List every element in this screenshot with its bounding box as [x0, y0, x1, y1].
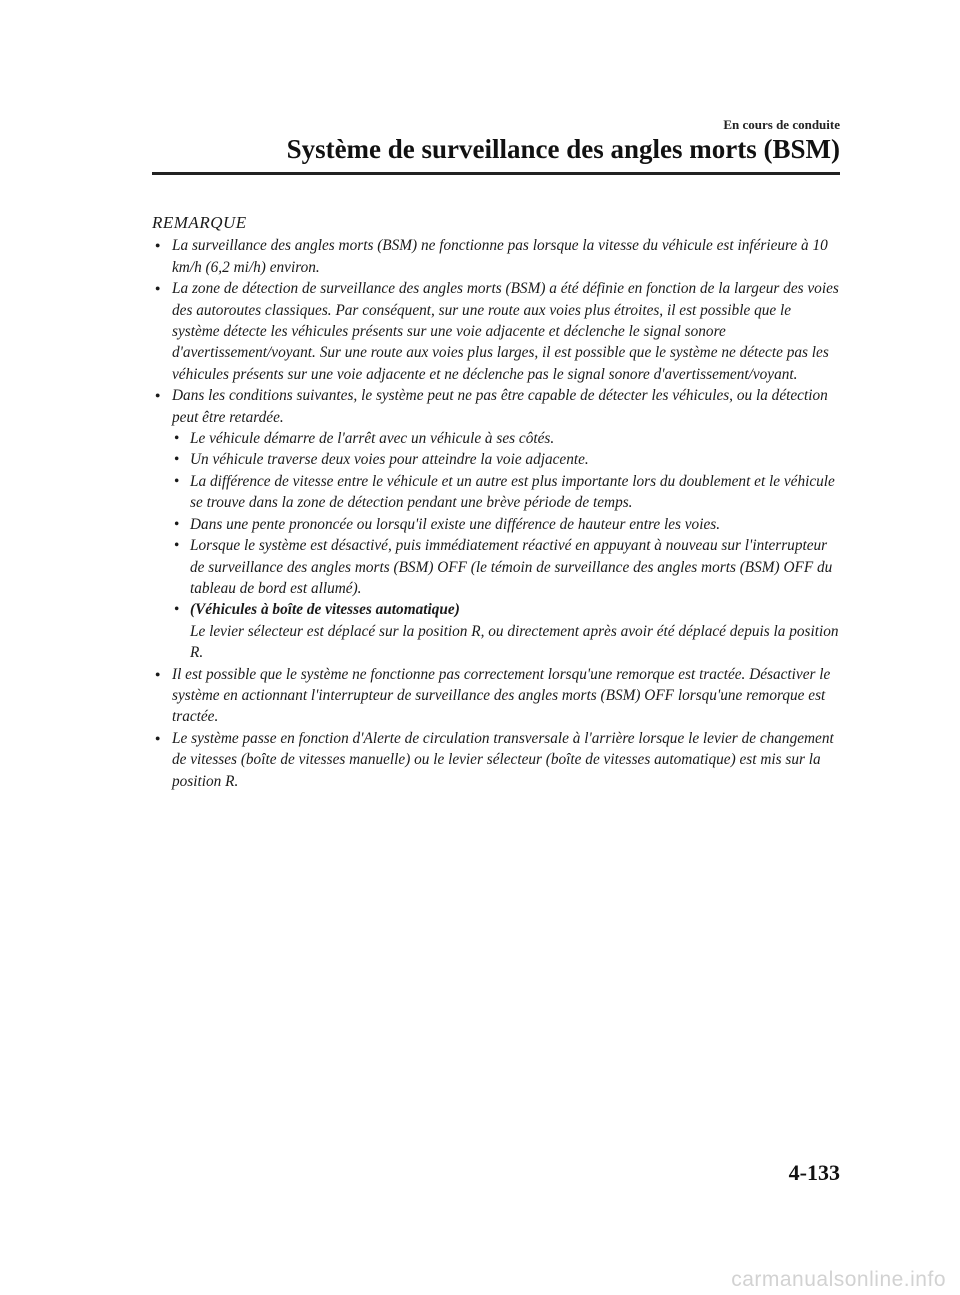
page-title: Système de surveillance des angles morts (BSM): [286, 134, 840, 164]
condition-item: • Le véhicule démarre de l'arrêt avec un véhicule à ses côtés.: [172, 428, 842, 449]
note-heading: REMARQUE: [152, 213, 247, 232]
condition-item: • Lorsque le système est désactivé, puis immédiatement réactivé en appuyant à nouveau sur l'interrupteur de surveillance des angles morts (BSM) OFF (le témoin de surveillance des angles morts (BSM) OFF du tableau de bord est allumé).: [172, 535, 842, 599]
condition-item: • Dans une pente prononcée ou lorsqu'il existe une différence de hauteur entre les voies.: [172, 514, 842, 535]
condition-item: • Un véhicule traverse deux voies pour atteindre la voie adjacente.: [172, 449, 842, 470]
note-item-conditions: [152, 385, 842, 663]
condition-item-automatic: [172, 599, 842, 663]
note-list: [152, 235, 842, 792]
conditions-intro: Dans les conditions suivantes, le système peut ne pas être capable de détecter les véhicules, ou la détection peut être retardée.: [172, 387, 828, 426]
automatic-label: • (Véhicules à boîte de vitesses automatique): [190, 601, 460, 619]
note-item: ● La zone de détection de surveillance des angles morts (BSM) a été définie en fonction de la largeur des voies des autoroutes classiques. Par conséquent, sur une route aux voies plus étroites, il est possible que le système détecte les véhicules présents sur une voie adjacente et déclenche le signal sonore d'avertissement/voyant. Sur une route aux voies plus larges, il est possible que le système ne détecte pas les véhicules présents sur une voie adjacente et ne déclenche pas le signal sonore d'avertissement/voyant.: [152, 278, 842, 385]
note-item: ● Le système passe en fonction d'Alerte de circulation transversale à l'arrière lorsque le levier de changement de vitesses (boîte de vitesses manuelle) ou le levier sélecteur (boîte de vitesses automatique) est mis sur la position R.: [152, 728, 842, 792]
watermark: carmanualsonline.info: [731, 1268, 946, 1291]
page-number: 4-133: [788, 1160, 840, 1185]
section-label: En cours de conduite: [723, 117, 840, 132]
title-rule: [152, 172, 840, 175]
automatic-text: Le levier sélecteur est déplacé sur la position R, ou directement après avoir été déplacé depuis la position R.: [190, 622, 839, 662]
conditions-list: [172, 428, 842, 663]
note-item: ● La surveillance des angles morts (BSM) ne fonctionne pas lorsque la vitesse du véhicule est inférieure à 10 km/h (6,2 mi/h) environ.: [152, 235, 842, 278]
note-item: ● Il est possible que le système ne fonctionne pas correctement lorsqu'une remorque est tractée. Désactiver le système en actionnant l'interrupteur de surveillance des angles morts (BSM) OFF lorsqu'une remorque est tractée.: [152, 664, 842, 728]
note-box: [152, 212, 842, 792]
condition-item: • La différence de vitesse entre le véhicule et un autre est plus importante lors du doublement et le véhicule se trouve dans la zone de détection pendant une brève période de temps.: [172, 471, 842, 514]
